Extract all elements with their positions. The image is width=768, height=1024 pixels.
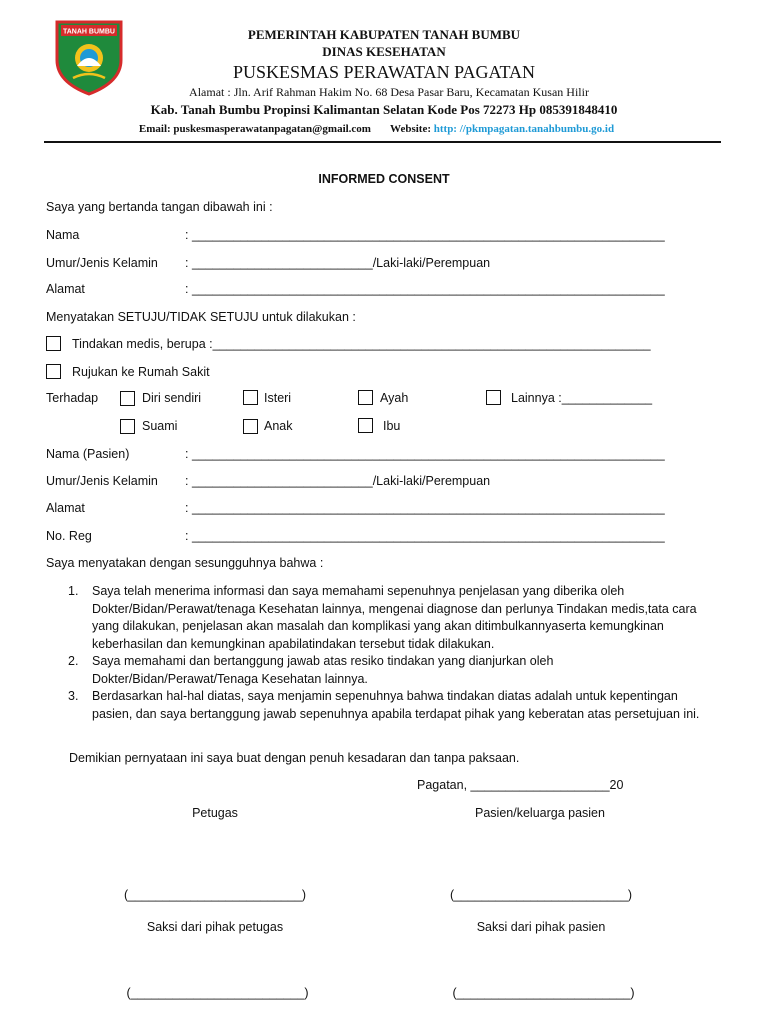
father-label: Ayah: [380, 391, 409, 405]
referral-label: Rujukan ke Rumah Sakit: [72, 365, 210, 379]
signer-age-label: Umur/Jenis Kelamin: [46, 256, 158, 270]
officer-signature-label: Petugas: [192, 806, 238, 820]
other-label[interactable]: Lainnya :_____________: [511, 391, 653, 405]
patient-signature-label: Pasien/keluarga pasien: [475, 806, 605, 820]
mother-checkbox[interactable]: [358, 418, 373, 433]
list-item-number: 2.: [68, 654, 79, 668]
self-label: Diri sendiri: [142, 391, 202, 405]
patient-reg-label: No. Reg: [46, 529, 92, 543]
closing-statement: Demikian pernyataan ini saya buat dengan penuh kesadaran dan tanpa paksaan.: [69, 751, 520, 765]
government-name: PEMERINTAH KABUPATEN TANAH BUMBU: [247, 27, 521, 42]
towards-label: Terhadap: [46, 391, 99, 405]
contact-line: [0, 123, 768, 135]
logo-text: TANAH BUMBU: [63, 28, 115, 36]
list-item-text: Saya memahami dan bertanggung jawab atas resiko tindakan yang dianjurkan oleh Dokter/Bidan/Perawat/Tenaga Kesehatan lainnya.: [92, 654, 554, 686]
website-label: Website:: [390, 123, 431, 135]
patient-name-label: Nama (Pasien): [46, 447, 130, 461]
patient-age-label: Umur/Jenis Kelamin: [46, 474, 158, 488]
signer-name-field[interactable]: : ____________________________________________________________________: [185, 228, 665, 242]
institution-address: Alamat : Jln. Arif Rahman Hakim No. 68 Desa Pasar Baru, Kecamatan Kusan Hilir: [189, 85, 589, 99]
declaration-list: [68, 583, 718, 723]
list-item: [68, 688, 718, 723]
husband-checkbox[interactable]: [120, 419, 135, 434]
list-item-text: Berdasarkan hal-hal diatas, saya menjamin sepenuhnya bahwa tindakan diatas adalah untuk kepentingan pasien, dan saya bertanggung jawab sepenuhnya apabila terdapat pihak yang keberatan atas persetujuan ini.: [92, 689, 700, 721]
child-checkbox[interactable]: [243, 419, 258, 434]
institution-region: Kab. Tanah Bumbu Propinsi Kalimantan Selatan Kode Pos 72273 Hp 085391848410: [150, 102, 618, 117]
list-item-text: Saya telah menerima informasi dan saya memahami sepenuhnya penjelasan yang diberika oleh Dokter/Bidan/Perawat/tenaga Kesehatan lainnya, mengenai diagnose dan perlunya Tindakan medis,tata cara yang dilakukan, penjelasan akan masalah dan komplikasi yang akan ditimbulkannyaserta kemungkinan keberhasilan dan kemungkinan apabilatindakan tersebut tidak dilakukan.: [92, 584, 697, 651]
signer-name-label: Nama: [46, 228, 80, 242]
father-checkbox[interactable]: [358, 390, 373, 405]
email-label: Email:: [138, 123, 171, 135]
list-item-number: 1.: [68, 584, 79, 598]
mother-label: Ibu: [383, 419, 401, 433]
signer-address-label: Alamat: [46, 282, 85, 296]
medical-action-checkbox[interactable]: [46, 336, 61, 351]
other-checkbox[interactable]: [486, 390, 501, 405]
institution-name: PUSKESMAS PERAWATAN PAGATAN: [232, 62, 536, 82]
patient-address-label: Alamat: [46, 501, 85, 515]
officer-signature-line[interactable]: (_________________________): [123, 888, 307, 902]
referral-checkbox[interactable]: [46, 364, 61, 379]
declaration-intro: Saya menyatakan dengan sesungguhnya bahwa :: [46, 556, 324, 570]
officer-witness-label: Saksi dari pihak petugas: [146, 920, 284, 934]
list-item-number: 3.: [68, 689, 79, 703]
officer-witness-signature-line[interactable]: (_________________________): [126, 986, 309, 1000]
patient-signature-line[interactable]: (_________________________): [449, 888, 633, 902]
patient-witness-signature-line[interactable]: (_________________________): [452, 986, 635, 1000]
email-address[interactable]: puskesmasperawatanpagatan@gmail.com: [173, 123, 371, 135]
wife-checkbox[interactable]: [243, 390, 258, 405]
patient-witness-label: Saksi dari pihak pasien: [476, 920, 606, 934]
list-item: [68, 653, 718, 688]
website-link[interactable]: http: //pkmpagatan.tanahbumbu.go.id: [433, 123, 615, 135]
medical-action-label[interactable]: Tindakan medis, berupa :_______________________________________________________________: [72, 337, 651, 351]
patient-address-field[interactable]: : ____________________________________________________________________: [185, 501, 665, 515]
signer-age-field[interactable]: : __________________________/Laki-laki/Perempuan: [185, 256, 491, 270]
statement-text: Menyatakan SETUJU/TIDAK SETUJU untuk dilakukan :: [46, 310, 356, 324]
intro-text: Saya yang bertanda tangan dibawah ini :: [46, 200, 273, 214]
wife-label: Isteri: [264, 391, 292, 405]
patient-reg-field[interactable]: : ____________________________________________________________________: [185, 529, 665, 543]
patient-name-field[interactable]: : ____________________________________________________________________: [185, 447, 665, 461]
list-item: [68, 583, 718, 653]
form-title: INFORMED CONSENT: [318, 172, 450, 186]
header-divider: [44, 141, 721, 143]
patient-age-field[interactable]: : __________________________/Laki-laki/Perempuan: [185, 474, 491, 488]
department-name: DINAS KESEHATAN: [322, 44, 446, 59]
place-date-field[interactable]: Pagatan, ____________________20: [417, 778, 624, 792]
self-checkbox[interactable]: [120, 391, 135, 406]
husband-label: Suami: [142, 419, 178, 433]
child-label: Anak: [264, 419, 293, 433]
signer-address-field[interactable]: : ____________________________________________________________________: [185, 282, 665, 296]
